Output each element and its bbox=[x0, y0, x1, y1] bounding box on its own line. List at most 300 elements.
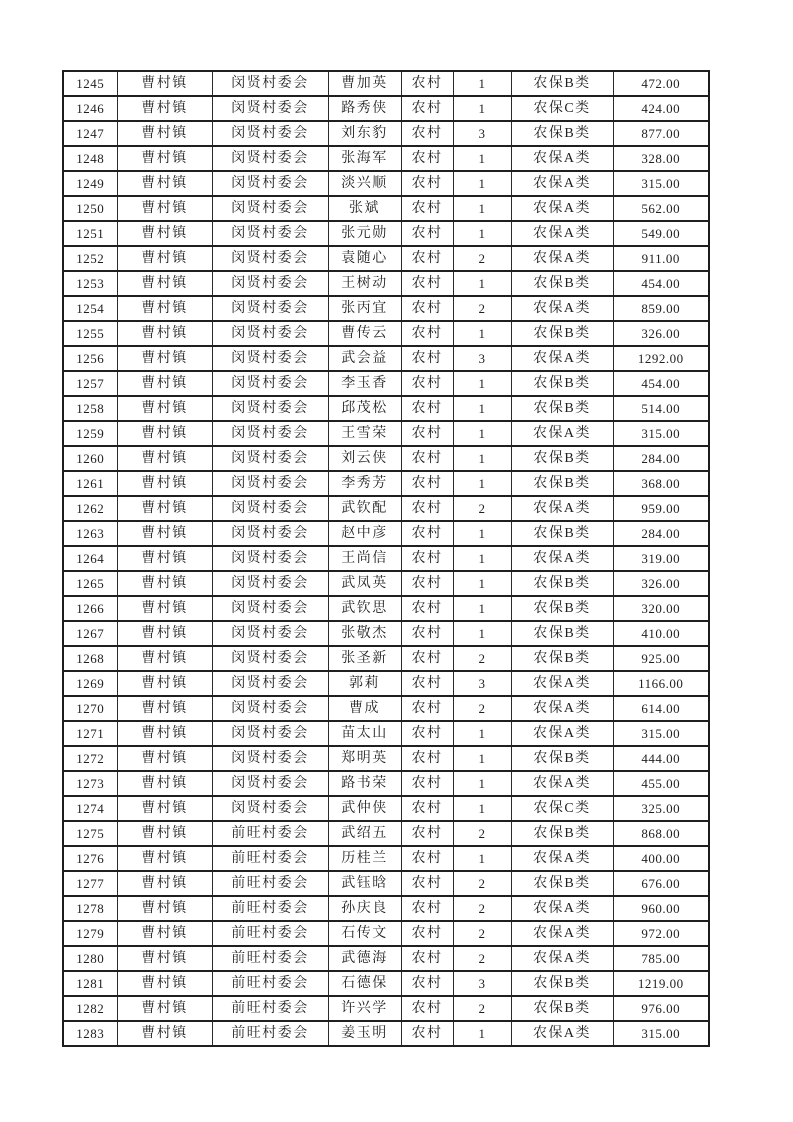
cell-town: 曹村镇 bbox=[117, 596, 212, 621]
cell-serial-no: 1268 bbox=[63, 646, 117, 671]
cell-residence: 农村 bbox=[401, 721, 453, 746]
cell-village-committee: 闵贤村委会 bbox=[212, 596, 328, 621]
cell-name: 路秀侠 bbox=[328, 96, 401, 121]
cell-person-count: 1 bbox=[453, 746, 511, 771]
table-row bbox=[63, 946, 709, 971]
cell-residence: 农村 bbox=[401, 621, 453, 646]
cell-name: 曹传云 bbox=[328, 321, 401, 346]
cell-town: 曹村镇 bbox=[117, 971, 212, 996]
cell-name: 张元勋 bbox=[328, 221, 401, 246]
table-row bbox=[63, 171, 709, 196]
cell-insurance-category: 农保A类 bbox=[511, 1021, 613, 1046]
table-row bbox=[63, 1021, 709, 1046]
cell-residence: 农村 bbox=[401, 846, 453, 871]
cell-person-count: 1 bbox=[453, 196, 511, 221]
cell-name: 石德保 bbox=[328, 971, 401, 996]
table-row bbox=[63, 871, 709, 896]
cell-insurance-category: 农保B类 bbox=[511, 446, 613, 471]
cell-residence: 农村 bbox=[401, 221, 453, 246]
cell-serial-no: 1249 bbox=[63, 171, 117, 196]
table-row bbox=[63, 71, 709, 96]
cell-village-committee: 前旺村委会 bbox=[212, 871, 328, 896]
cell-serial-no: 1274 bbox=[63, 796, 117, 821]
cell-residence: 农村 bbox=[401, 546, 453, 571]
cell-insurance-category: 农保B类 bbox=[511, 371, 613, 396]
cell-town: 曹村镇 bbox=[117, 121, 212, 146]
cell-insurance-category: 农保A类 bbox=[511, 896, 613, 921]
cell-person-count: 2 bbox=[453, 696, 511, 721]
cell-name: 武绍五 bbox=[328, 821, 401, 846]
cell-village-committee: 闵贤村委会 bbox=[212, 721, 328, 746]
cell-town: 曹村镇 bbox=[117, 696, 212, 721]
table-row bbox=[63, 996, 709, 1021]
cell-residence: 农村 bbox=[401, 371, 453, 396]
cell-insurance-category: 农保B类 bbox=[511, 71, 613, 96]
cell-town: 曹村镇 bbox=[117, 771, 212, 796]
cell-amount: 868.00 bbox=[613, 821, 709, 846]
cell-insurance-category: 农保B类 bbox=[511, 571, 613, 596]
table-row bbox=[63, 596, 709, 621]
cell-residence: 农村 bbox=[401, 96, 453, 121]
table-row bbox=[63, 396, 709, 421]
cell-insurance-category: 农保A类 bbox=[511, 296, 613, 321]
cell-person-count: 1 bbox=[453, 146, 511, 171]
cell-town: 曹村镇 bbox=[117, 221, 212, 246]
cell-name: 武会益 bbox=[328, 346, 401, 371]
cell-serial-no: 1247 bbox=[63, 121, 117, 146]
cell-residence: 农村 bbox=[401, 421, 453, 446]
table-row bbox=[63, 746, 709, 771]
cell-person-count: 2 bbox=[453, 821, 511, 846]
cell-name: 张海军 bbox=[328, 146, 401, 171]
cell-name: 武仲侠 bbox=[328, 796, 401, 821]
cell-person-count: 2 bbox=[453, 646, 511, 671]
cell-insurance-category: 农保B类 bbox=[511, 121, 613, 146]
cell-village-committee: 闵贤村委会 bbox=[212, 521, 328, 546]
cell-name: 邱茂松 bbox=[328, 396, 401, 421]
cell-serial-no: 1272 bbox=[63, 746, 117, 771]
cell-person-count: 3 bbox=[453, 121, 511, 146]
table-row bbox=[63, 221, 709, 246]
cell-amount: 472.00 bbox=[613, 71, 709, 96]
cell-name: 武钦思 bbox=[328, 596, 401, 621]
cell-town: 曹村镇 bbox=[117, 946, 212, 971]
cell-insurance-category: 农保A类 bbox=[511, 221, 613, 246]
cell-serial-no: 1257 bbox=[63, 371, 117, 396]
table-row bbox=[63, 721, 709, 746]
cell-insurance-category: 农保B类 bbox=[511, 396, 613, 421]
cell-amount: 1166.00 bbox=[613, 671, 709, 696]
cell-amount: 455.00 bbox=[613, 771, 709, 796]
cell-residence: 农村 bbox=[401, 921, 453, 946]
cell-name: 武凤英 bbox=[328, 571, 401, 596]
table-row bbox=[63, 771, 709, 796]
cell-serial-no: 1253 bbox=[63, 271, 117, 296]
cell-person-count: 1 bbox=[453, 621, 511, 646]
cell-name: 李秀芳 bbox=[328, 471, 401, 496]
cell-insurance-category: 农保A类 bbox=[511, 921, 613, 946]
cell-village-committee: 闵贤村委会 bbox=[212, 496, 328, 521]
cell-town: 曹村镇 bbox=[117, 821, 212, 846]
cell-serial-no: 1282 bbox=[63, 996, 117, 1021]
cell-town: 曹村镇 bbox=[117, 796, 212, 821]
cell-village-committee: 前旺村委会 bbox=[212, 896, 328, 921]
cell-name: 张敬杰 bbox=[328, 621, 401, 646]
cell-residence: 农村 bbox=[401, 946, 453, 971]
cell-name: 李玉香 bbox=[328, 371, 401, 396]
cell-name: 张斌 bbox=[328, 196, 401, 221]
cell-insurance-category: 农保A类 bbox=[511, 546, 613, 571]
cell-name: 张丙宜 bbox=[328, 296, 401, 321]
cell-serial-no: 1275 bbox=[63, 821, 117, 846]
cell-amount: 514.00 bbox=[613, 396, 709, 421]
cell-village-committee: 闵贤村委会 bbox=[212, 621, 328, 646]
cell-amount: 960.00 bbox=[613, 896, 709, 921]
table-row bbox=[63, 671, 709, 696]
cell-village-committee: 闵贤村委会 bbox=[212, 71, 328, 96]
cell-person-count: 1 bbox=[453, 421, 511, 446]
table-row bbox=[63, 471, 709, 496]
cell-name: 历桂兰 bbox=[328, 846, 401, 871]
cell-village-committee: 闵贤村委会 bbox=[212, 421, 328, 446]
table-row bbox=[63, 421, 709, 446]
cell-residence: 农村 bbox=[401, 446, 453, 471]
cell-name: 许兴学 bbox=[328, 996, 401, 1021]
table-row bbox=[63, 696, 709, 721]
cell-residence: 农村 bbox=[401, 971, 453, 996]
cell-town: 曹村镇 bbox=[117, 446, 212, 471]
cell-insurance-category: 农保B类 bbox=[511, 596, 613, 621]
table-body bbox=[63, 71, 709, 1046]
cell-serial-no: 1255 bbox=[63, 321, 117, 346]
cell-village-committee: 闵贤村委会 bbox=[212, 771, 328, 796]
cell-amount: 877.00 bbox=[613, 121, 709, 146]
cell-residence: 农村 bbox=[401, 471, 453, 496]
cell-village-committee: 闵贤村委会 bbox=[212, 546, 328, 571]
cell-residence: 农村 bbox=[401, 996, 453, 1021]
cell-amount: 320.00 bbox=[613, 596, 709, 621]
table-row bbox=[63, 521, 709, 546]
cell-serial-no: 1278 bbox=[63, 896, 117, 921]
cell-serial-no: 1246 bbox=[63, 96, 117, 121]
cell-serial-no: 1266 bbox=[63, 596, 117, 621]
cell-name: 刘东豹 bbox=[328, 121, 401, 146]
cell-village-committee: 前旺村委会 bbox=[212, 946, 328, 971]
cell-town: 曹村镇 bbox=[117, 271, 212, 296]
cell-person-count: 2 bbox=[453, 871, 511, 896]
cell-town: 曹村镇 bbox=[117, 321, 212, 346]
cell-village-committee: 闵贤村委会 bbox=[212, 671, 328, 696]
cell-serial-no: 1276 bbox=[63, 846, 117, 871]
cell-serial-no: 1252 bbox=[63, 246, 117, 271]
cell-village-committee: 闵贤村委会 bbox=[212, 446, 328, 471]
cell-insurance-category: 农保A类 bbox=[511, 696, 613, 721]
cell-person-count: 1 bbox=[453, 71, 511, 96]
cell-serial-no: 1245 bbox=[63, 71, 117, 96]
cell-village-committee: 闵贤村委会 bbox=[212, 796, 328, 821]
cell-amount: 959.00 bbox=[613, 496, 709, 521]
cell-residence: 农村 bbox=[401, 121, 453, 146]
cell-town: 曹村镇 bbox=[117, 371, 212, 396]
cell-insurance-category: 农保B类 bbox=[511, 271, 613, 296]
cell-serial-no: 1281 bbox=[63, 971, 117, 996]
cell-person-count: 1 bbox=[453, 271, 511, 296]
cell-name: 王雪荣 bbox=[328, 421, 401, 446]
cell-name: 武钦配 bbox=[328, 496, 401, 521]
cell-serial-no: 1248 bbox=[63, 146, 117, 171]
cell-serial-no: 1270 bbox=[63, 696, 117, 721]
cell-village-committee: 闵贤村委会 bbox=[212, 146, 328, 171]
cell-residence: 农村 bbox=[401, 646, 453, 671]
cell-person-count: 1 bbox=[453, 96, 511, 121]
cell-residence: 农村 bbox=[401, 496, 453, 521]
cell-person-count: 2 bbox=[453, 996, 511, 1021]
cell-residence: 农村 bbox=[401, 296, 453, 321]
cell-serial-no: 1280 bbox=[63, 946, 117, 971]
cell-serial-no: 1283 bbox=[63, 1021, 117, 1046]
cell-name: 郑明英 bbox=[328, 746, 401, 771]
cell-amount: 368.00 bbox=[613, 471, 709, 496]
cell-person-count: 2 bbox=[453, 246, 511, 271]
cell-person-count: 1 bbox=[453, 546, 511, 571]
cell-insurance-category: 农保A类 bbox=[511, 146, 613, 171]
cell-amount: 1292.00 bbox=[613, 346, 709, 371]
cell-amount: 315.00 bbox=[613, 1021, 709, 1046]
cell-person-count: 1 bbox=[453, 371, 511, 396]
table-row bbox=[63, 196, 709, 221]
cell-town: 曹村镇 bbox=[117, 196, 212, 221]
cell-village-committee: 闵贤村委会 bbox=[212, 196, 328, 221]
cell-serial-no: 1273 bbox=[63, 771, 117, 796]
cell-serial-no: 1259 bbox=[63, 421, 117, 446]
cell-serial-no: 1267 bbox=[63, 621, 117, 646]
cell-serial-no: 1261 bbox=[63, 471, 117, 496]
cell-name: 郭莉 bbox=[328, 671, 401, 696]
cell-amount: 328.00 bbox=[613, 146, 709, 171]
cell-person-count: 1 bbox=[453, 521, 511, 546]
cell-insurance-category: 农保A类 bbox=[511, 771, 613, 796]
cell-person-count: 1 bbox=[453, 846, 511, 871]
cell-name: 苗太山 bbox=[328, 721, 401, 746]
cell-residence: 农村 bbox=[401, 1021, 453, 1046]
cell-residence: 农村 bbox=[401, 346, 453, 371]
cell-insurance-category: 农保C类 bbox=[511, 796, 613, 821]
cell-village-committee: 前旺村委会 bbox=[212, 846, 328, 871]
table-row bbox=[63, 246, 709, 271]
cell-serial-no: 1271 bbox=[63, 721, 117, 746]
table-row bbox=[63, 496, 709, 521]
cell-town: 曹村镇 bbox=[117, 996, 212, 1021]
cell-insurance-category: 农保B类 bbox=[511, 646, 613, 671]
cell-person-count: 1 bbox=[453, 1021, 511, 1046]
cell-serial-no: 1260 bbox=[63, 446, 117, 471]
cell-village-committee: 前旺村委会 bbox=[212, 1021, 328, 1046]
cell-village-committee: 闵贤村委会 bbox=[212, 221, 328, 246]
cell-name: 石传文 bbox=[328, 921, 401, 946]
cell-person-count: 1 bbox=[453, 221, 511, 246]
cell-amount: 785.00 bbox=[613, 946, 709, 971]
cell-town: 曹村镇 bbox=[117, 496, 212, 521]
cell-person-count: 2 bbox=[453, 896, 511, 921]
cell-serial-no: 1250 bbox=[63, 196, 117, 221]
cell-residence: 农村 bbox=[401, 596, 453, 621]
table-row bbox=[63, 896, 709, 921]
cell-town: 曹村镇 bbox=[117, 646, 212, 671]
cell-insurance-category: 农保A类 bbox=[511, 946, 613, 971]
cell-name: 路书荣 bbox=[328, 771, 401, 796]
cell-town: 曹村镇 bbox=[117, 1021, 212, 1046]
cell-name: 张圣新 bbox=[328, 646, 401, 671]
cell-person-count: 3 bbox=[453, 346, 511, 371]
cell-village-committee: 闵贤村委会 bbox=[212, 346, 328, 371]
cell-town: 曹村镇 bbox=[117, 471, 212, 496]
cell-residence: 农村 bbox=[401, 146, 453, 171]
cell-village-committee: 闵贤村委会 bbox=[212, 396, 328, 421]
cell-insurance-category: 农保B类 bbox=[511, 471, 613, 496]
table-row bbox=[63, 321, 709, 346]
cell-amount: 326.00 bbox=[613, 321, 709, 346]
cell-amount: 972.00 bbox=[613, 921, 709, 946]
cell-name: 武钰晗 bbox=[328, 871, 401, 896]
table-row bbox=[63, 271, 709, 296]
cell-amount: 1219.00 bbox=[613, 971, 709, 996]
cell-village-committee: 闵贤村委会 bbox=[212, 96, 328, 121]
cell-village-committee: 闵贤村委会 bbox=[212, 246, 328, 271]
cell-amount: 400.00 bbox=[613, 846, 709, 871]
table-row bbox=[63, 846, 709, 871]
cell-residence: 农村 bbox=[401, 771, 453, 796]
cell-person-count: 1 bbox=[453, 721, 511, 746]
cell-amount: 444.00 bbox=[613, 746, 709, 771]
cell-serial-no: 1256 bbox=[63, 346, 117, 371]
cell-insurance-category: 农保B类 bbox=[511, 821, 613, 846]
cell-town: 曹村镇 bbox=[117, 746, 212, 771]
cell-person-count: 1 bbox=[453, 471, 511, 496]
table-row bbox=[63, 571, 709, 596]
cell-village-committee: 闵贤村委会 bbox=[212, 321, 328, 346]
cell-insurance-category: 农保B类 bbox=[511, 746, 613, 771]
cell-town: 曹村镇 bbox=[117, 846, 212, 871]
cell-insurance-category: 农保B类 bbox=[511, 971, 613, 996]
cell-amount: 911.00 bbox=[613, 246, 709, 271]
cell-serial-no: 1279 bbox=[63, 921, 117, 946]
cell-town: 曹村镇 bbox=[117, 671, 212, 696]
cell-insurance-category: 农保A类 bbox=[511, 196, 613, 221]
cell-insurance-category: 农保A类 bbox=[511, 421, 613, 446]
cell-person-count: 3 bbox=[453, 971, 511, 996]
cell-village-committee: 前旺村委会 bbox=[212, 996, 328, 1021]
cell-insurance-category: 农保B类 bbox=[511, 996, 613, 1021]
table-row bbox=[63, 371, 709, 396]
cell-name: 姜玉明 bbox=[328, 1021, 401, 1046]
cell-amount: 454.00 bbox=[613, 371, 709, 396]
cell-residence: 农村 bbox=[401, 521, 453, 546]
table-row bbox=[63, 621, 709, 646]
cell-amount: 326.00 bbox=[613, 571, 709, 596]
cell-name: 孙庆良 bbox=[328, 896, 401, 921]
cell-amount: 562.00 bbox=[613, 196, 709, 221]
cell-name: 赵中彦 bbox=[328, 521, 401, 546]
cell-residence: 农村 bbox=[401, 696, 453, 721]
cell-person-count: 1 bbox=[453, 596, 511, 621]
cell-amount: 410.00 bbox=[613, 621, 709, 646]
cell-insurance-category: 农保A类 bbox=[511, 496, 613, 521]
cell-insurance-category: 农保B类 bbox=[511, 871, 613, 896]
cell-amount: 424.00 bbox=[613, 96, 709, 121]
cell-village-committee: 闵贤村委会 bbox=[212, 696, 328, 721]
cell-village-committee: 闵贤村委会 bbox=[212, 746, 328, 771]
cell-residence: 农村 bbox=[401, 821, 453, 846]
cell-town: 曹村镇 bbox=[117, 871, 212, 896]
cell-amount: 614.00 bbox=[613, 696, 709, 721]
cell-insurance-category: 农保C类 bbox=[511, 96, 613, 121]
cell-name: 淡兴顺 bbox=[328, 171, 401, 196]
cell-village-committee: 前旺村委会 bbox=[212, 821, 328, 846]
cell-amount: 325.00 bbox=[613, 796, 709, 821]
cell-amount: 319.00 bbox=[613, 546, 709, 571]
cell-town: 曹村镇 bbox=[117, 296, 212, 321]
cell-serial-no: 1263 bbox=[63, 521, 117, 546]
cell-village-committee: 闵贤村委会 bbox=[212, 121, 328, 146]
cell-residence: 农村 bbox=[401, 171, 453, 196]
cell-town: 曹村镇 bbox=[117, 396, 212, 421]
cell-name: 曹成 bbox=[328, 696, 401, 721]
cell-town: 曹村镇 bbox=[117, 521, 212, 546]
cell-town: 曹村镇 bbox=[117, 421, 212, 446]
cell-amount: 976.00 bbox=[613, 996, 709, 1021]
cell-village-committee: 闵贤村委会 bbox=[212, 471, 328, 496]
cell-residence: 农村 bbox=[401, 271, 453, 296]
cell-amount: 315.00 bbox=[613, 171, 709, 196]
cell-town: 曹村镇 bbox=[117, 71, 212, 96]
cell-residence: 农村 bbox=[401, 246, 453, 271]
table-row bbox=[63, 921, 709, 946]
cell-serial-no: 1251 bbox=[63, 221, 117, 246]
cell-serial-no: 1258 bbox=[63, 396, 117, 421]
cell-insurance-category: 农保A类 bbox=[511, 346, 613, 371]
cell-serial-no: 1254 bbox=[63, 296, 117, 321]
cell-residence: 农村 bbox=[401, 71, 453, 96]
cell-town: 曹村镇 bbox=[117, 96, 212, 121]
cell-village-committee: 前旺村委会 bbox=[212, 971, 328, 996]
cell-name: 曹加英 bbox=[328, 71, 401, 96]
cell-serial-no: 1262 bbox=[63, 496, 117, 521]
cell-person-count: 1 bbox=[453, 796, 511, 821]
cell-village-committee: 前旺村委会 bbox=[212, 921, 328, 946]
cell-insurance-category: 农保B类 bbox=[511, 321, 613, 346]
cell-residence: 农村 bbox=[401, 896, 453, 921]
cell-amount: 284.00 bbox=[613, 521, 709, 546]
table-row bbox=[63, 296, 709, 321]
cell-residence: 农村 bbox=[401, 571, 453, 596]
cell-village-committee: 闵贤村委会 bbox=[212, 646, 328, 671]
cell-amount: 454.00 bbox=[613, 271, 709, 296]
cell-town: 曹村镇 bbox=[117, 146, 212, 171]
cell-residence: 农村 bbox=[401, 196, 453, 221]
cell-name: 王尚信 bbox=[328, 546, 401, 571]
cell-town: 曹村镇 bbox=[117, 571, 212, 596]
cell-amount: 925.00 bbox=[613, 646, 709, 671]
cell-serial-no: 1265 bbox=[63, 571, 117, 596]
cell-residence: 农村 bbox=[401, 796, 453, 821]
cell-insurance-category: 农保B类 bbox=[511, 521, 613, 546]
table-row bbox=[63, 121, 709, 146]
cell-village-committee: 闵贤村委会 bbox=[212, 171, 328, 196]
cell-town: 曹村镇 bbox=[117, 546, 212, 571]
cell-person-count: 2 bbox=[453, 921, 511, 946]
cell-amount: 284.00 bbox=[613, 446, 709, 471]
cell-person-count: 1 bbox=[453, 771, 511, 796]
